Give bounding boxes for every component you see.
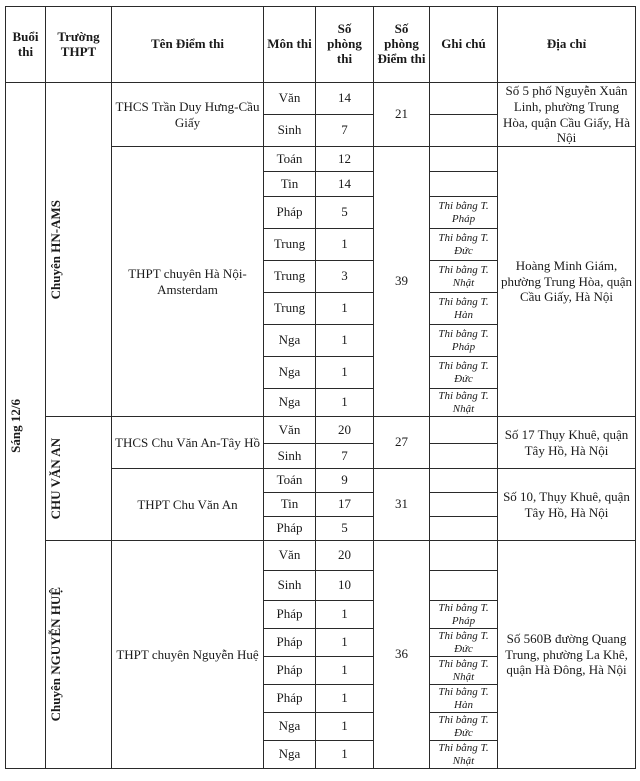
- rooms-cell: 1: [316, 325, 374, 357]
- rooms-cell: 3: [316, 261, 374, 293]
- note-cell: Thi bằng T. Nhật: [430, 741, 498, 769]
- venue-name: THPT Chu Văn An: [112, 469, 264, 541]
- exam-venue-table: [5, 6, 636, 769]
- note-cell: Thi bằng T. Đức: [430, 713, 498, 741]
- subject-cell: Nga: [264, 713, 316, 741]
- rooms-cell: 1: [316, 357, 374, 389]
- subject-cell: Trung: [264, 229, 316, 261]
- subject-cell: Văn: [264, 417, 316, 444]
- note-cell: [430, 172, 498, 197]
- note-cell: Thi bằng T. Pháp: [430, 325, 498, 357]
- subject-cell: Sinh: [264, 115, 316, 147]
- venue-total: 21: [374, 83, 430, 147]
- subject-cell: Trung: [264, 293, 316, 325]
- school-cva: CHU VĂN AN: [48, 437, 63, 520]
- rooms-cell: 7: [316, 115, 374, 147]
- note-cell: [430, 147, 498, 172]
- school-cell: [46, 541, 112, 769]
- rooms-cell: 1: [316, 601, 374, 629]
- venue-total: 39: [374, 147, 430, 417]
- subject-cell: Toán: [264, 469, 316, 493]
- rooms-cell: 20: [316, 541, 374, 571]
- note-cell: [430, 541, 498, 571]
- session-cell: [6, 83, 46, 769]
- header-venue-rooms: Số phòng Điểm thi: [374, 7, 430, 83]
- school-cell: [46, 83, 112, 417]
- table-row: [6, 83, 636, 115]
- subject-cell: Pháp: [264, 197, 316, 229]
- subject-cell: Trung: [264, 261, 316, 293]
- school-nh: Chuyên NGUYỄN HUỆ: [48, 587, 63, 722]
- school-cell: [46, 417, 112, 541]
- subject-cell: Nga: [264, 325, 316, 357]
- note-cell: [430, 517, 498, 541]
- venue-address: Số 10, Thụy Khuê, quận Tây Hồ, Hà Nội: [498, 469, 636, 541]
- table-row: [6, 541, 636, 571]
- subject-cell: Nga: [264, 741, 316, 769]
- venue-address: Số 560B đường Quang Trung, phường La Khê, quận Hà Đông, Hà Nội: [498, 541, 636, 769]
- subject-cell: Pháp: [264, 657, 316, 685]
- note-cell: [430, 571, 498, 601]
- subject-cell: Văn: [264, 83, 316, 115]
- venue-total: 27: [374, 417, 430, 469]
- rooms-cell: 1: [316, 229, 374, 261]
- subject-cell: Pháp: [264, 517, 316, 541]
- subject-cell: Văn: [264, 541, 316, 571]
- subject-cell: Toán: [264, 147, 316, 172]
- header-session: Buổi thi: [6, 7, 46, 83]
- rooms-cell: 1: [316, 657, 374, 685]
- rooms-cell: 1: [316, 293, 374, 325]
- rooms-cell: 7: [316, 444, 374, 469]
- table-row: [6, 417, 636, 444]
- rooms-cell: 14: [316, 172, 374, 197]
- venue-name: THCS Chu Văn An-Tây Hồ: [112, 417, 264, 469]
- rooms-cell: 10: [316, 571, 374, 601]
- rooms-cell: 1: [316, 629, 374, 657]
- rooms-cell: 1: [316, 389, 374, 417]
- note-cell: Thi bằng T. Nhật: [430, 389, 498, 417]
- note-cell: [430, 444, 498, 469]
- note-cell: Thi bằng T. Đức: [430, 357, 498, 389]
- note-cell: Thi bằng T. Pháp: [430, 601, 498, 629]
- venue-name: THCS Trần Duy Hưng-Cầu Giấy: [112, 83, 264, 147]
- note-cell: [430, 493, 498, 517]
- subject-cell: Pháp: [264, 685, 316, 713]
- school-ams: Chuyên HN-AMS: [48, 199, 63, 300]
- note-cell: [430, 417, 498, 444]
- header-subject: Môn thi: [264, 7, 316, 83]
- note-cell: Thi bằng T. Đức: [430, 229, 498, 261]
- header-school: Trường THPT: [46, 7, 112, 83]
- note-cell: Thi bằng T. Hàn: [430, 293, 498, 325]
- note-cell: [430, 469, 498, 493]
- rooms-cell: 1: [316, 713, 374, 741]
- rooms-cell: 5: [316, 197, 374, 229]
- header-venue: Tên Điểm thi: [112, 7, 264, 83]
- note-cell: [430, 83, 498, 115]
- note-cell: Thi bằng T. Hàn: [430, 685, 498, 713]
- venue-address: Số 5 phố Nguyễn Xuân Linh, phường Trung Hòa, quận Cầu Giấy, Hà Nội: [498, 83, 636, 147]
- rooms-cell: 1: [316, 741, 374, 769]
- venue-address: Hoàng Minh Giám, phường Trung Hòa, quận Cầu Giấy, Hà Nội: [498, 147, 636, 417]
- rooms-cell: 12: [316, 147, 374, 172]
- header-address: Địa chỉ: [498, 7, 636, 83]
- subject-cell: Nga: [264, 389, 316, 417]
- header-row: [6, 7, 636, 83]
- rooms-cell: 14: [316, 83, 374, 115]
- header-note: Ghi chú: [430, 7, 498, 83]
- subject-cell: Sinh: [264, 571, 316, 601]
- venue-name: THPT chuyên Hà Nội-Amsterdam: [112, 147, 264, 417]
- rooms-cell: 9: [316, 469, 374, 493]
- rooms-cell: 1: [316, 685, 374, 713]
- note-cell: Thi bằng T. Nhật: [430, 261, 498, 293]
- rooms-cell: 17: [316, 493, 374, 517]
- subject-cell: Pháp: [264, 601, 316, 629]
- rooms-cell: 20: [316, 417, 374, 444]
- subject-cell: Pháp: [264, 629, 316, 657]
- session-label: Sáng 12/6: [8, 398, 23, 453]
- subject-cell: Tin: [264, 493, 316, 517]
- subject-cell: Sinh: [264, 444, 316, 469]
- venue-address: Số 17 Thụy Khuê, quận Tây Hồ, Hà Nội: [498, 417, 636, 469]
- venue-name: THPT chuyên Nguyễn Huệ: [112, 541, 264, 769]
- header-rooms: Số phòng thi: [316, 7, 374, 83]
- subject-cell: Nga: [264, 357, 316, 389]
- venue-total: 36: [374, 541, 430, 769]
- subject-cell: Tin: [264, 172, 316, 197]
- note-cell: Thi bằng T. Pháp: [430, 197, 498, 229]
- note-cell: Thi bằng T. Nhật: [430, 657, 498, 685]
- venue-total: 31: [374, 469, 430, 541]
- rooms-cell: 5: [316, 517, 374, 541]
- note-cell: [430, 115, 498, 147]
- note-cell: Thi bằng T. Đức: [430, 629, 498, 657]
